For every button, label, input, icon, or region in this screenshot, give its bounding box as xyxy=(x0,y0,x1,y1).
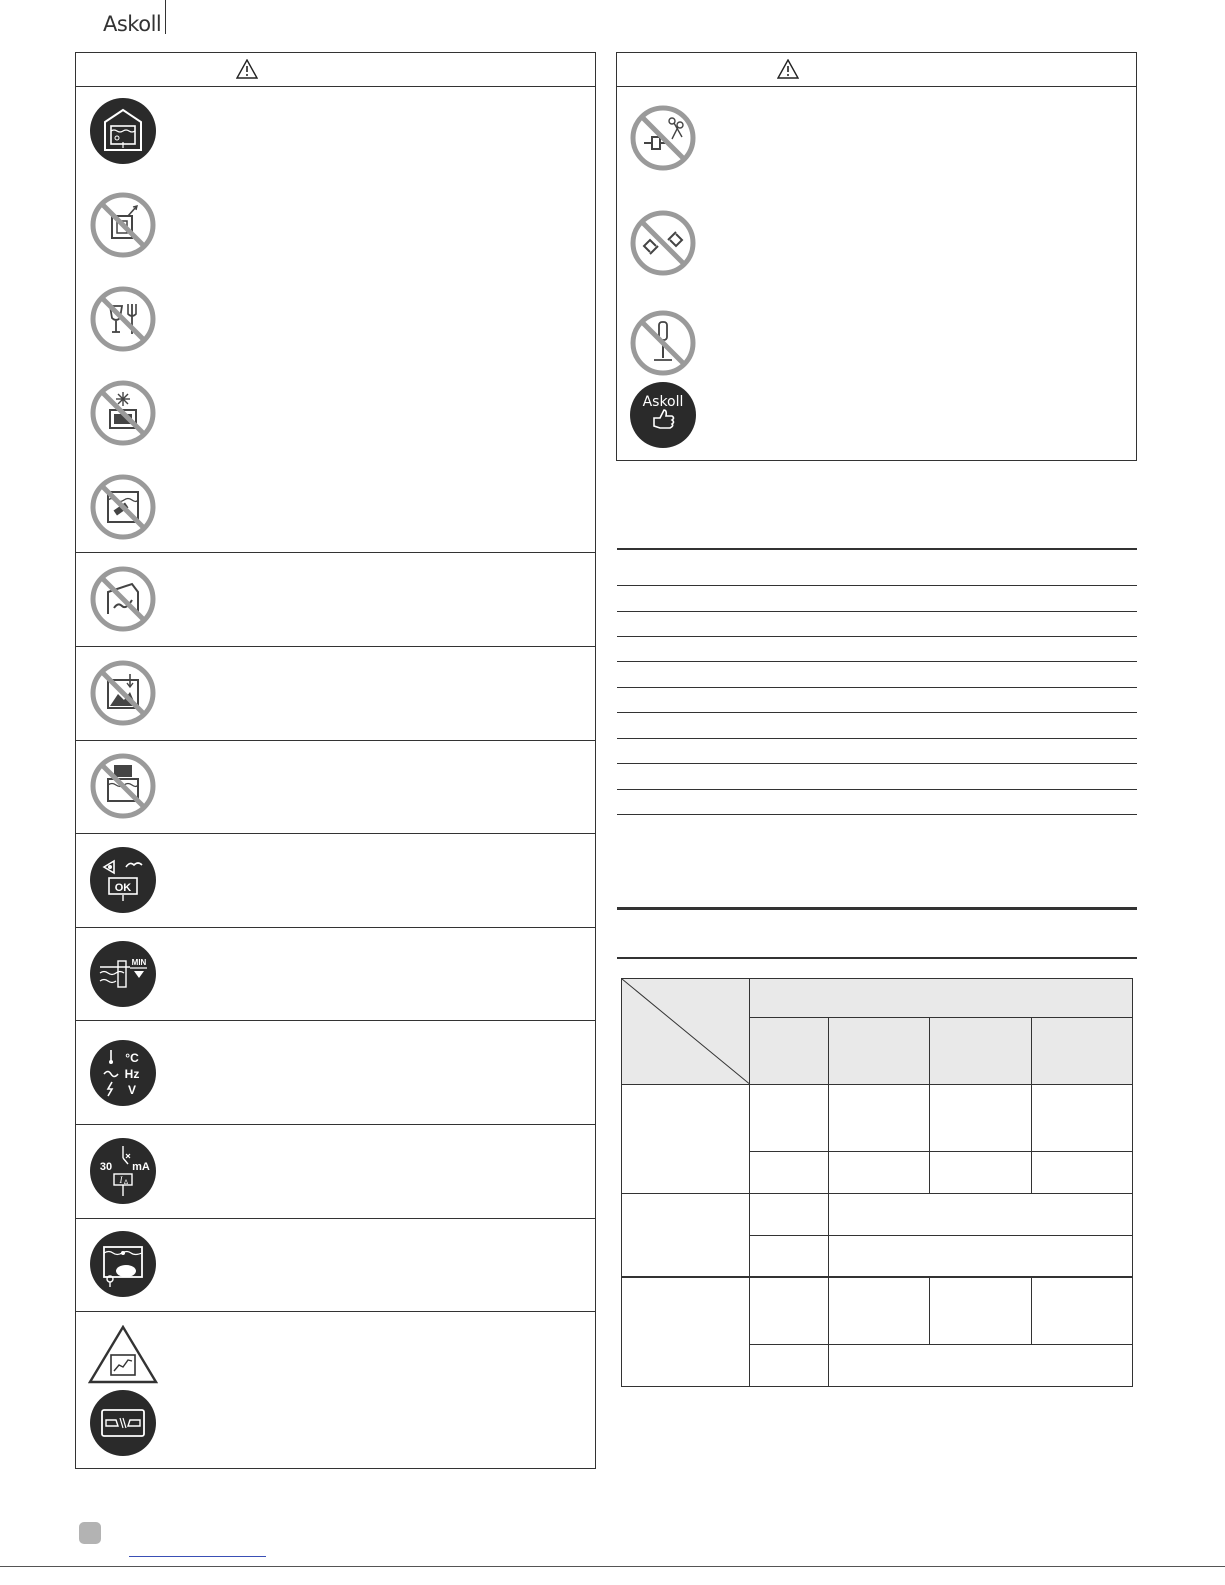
table-cell xyxy=(930,1084,1032,1151)
table-cell xyxy=(1032,1084,1133,1151)
table-cell xyxy=(829,1194,1133,1236)
left-divider xyxy=(76,927,595,928)
list-rule xyxy=(617,611,1137,612)
askoll-approved-icon xyxy=(630,382,696,448)
left-divider xyxy=(76,646,595,647)
table-header-cell xyxy=(750,1018,829,1084)
section-rule xyxy=(617,907,1137,910)
page-number-tab xyxy=(79,1522,101,1544)
list-rule xyxy=(617,763,1137,764)
no-tampering-icon xyxy=(630,310,696,376)
left-divider xyxy=(76,1218,595,1219)
table-cell xyxy=(930,1277,1032,1344)
spec-table xyxy=(621,978,1133,1387)
table-row-label xyxy=(622,1194,750,1277)
warning-triangle-icon xyxy=(236,59,258,79)
list-rule xyxy=(617,661,1137,662)
no-food-use-icon xyxy=(90,286,156,352)
list-rule xyxy=(617,712,1137,713)
no-cut-cable-icon xyxy=(630,105,696,171)
table-cell xyxy=(1032,1277,1133,1344)
table-header-cell xyxy=(829,1018,930,1084)
table-cell xyxy=(750,1277,829,1344)
warning-triangle-icon xyxy=(777,59,799,79)
inspect-before-use-icon xyxy=(90,847,156,913)
table-cell xyxy=(1032,1151,1133,1193)
no-frost-icon xyxy=(90,380,156,446)
no-object-drop-icon xyxy=(90,660,156,726)
brand-logo: Askoll xyxy=(103,12,162,36)
table-cell xyxy=(750,1084,829,1151)
list-rule xyxy=(617,814,1137,815)
left-divider xyxy=(76,833,595,834)
hz-label: Hz xyxy=(124,1067,140,1081)
ma-30-label: 30 xyxy=(99,1161,113,1173)
list-rule xyxy=(617,789,1137,790)
min-water-level-icon xyxy=(90,941,156,1007)
ok-label: OK xyxy=(114,882,132,894)
table-cell xyxy=(829,1084,930,1151)
footer-line xyxy=(0,1566,1225,1567)
right-panel-header xyxy=(617,53,1136,87)
left-divider xyxy=(76,1124,595,1125)
delta-label: I xyxy=(119,1175,123,1185)
list-rule xyxy=(617,636,1137,637)
table-cell xyxy=(930,1151,1032,1193)
table-corner-cell xyxy=(622,979,750,1085)
list-rule xyxy=(617,585,1137,586)
table-cell xyxy=(829,1277,930,1344)
left-divider xyxy=(76,552,595,553)
hot-surface-warning-icon xyxy=(88,1325,158,1385)
table-cell xyxy=(750,1344,829,1386)
left-divider xyxy=(76,1020,595,1021)
table-cell xyxy=(750,1194,829,1236)
no-stacking-icon xyxy=(90,753,156,819)
ma-unit-label: mA xyxy=(132,1161,150,1173)
min-label: MIN xyxy=(131,958,147,967)
no-lid-open-icon xyxy=(90,566,156,632)
table-cell xyxy=(829,1344,1133,1386)
footer-link-underline xyxy=(129,1556,266,1557)
table-cell xyxy=(829,1236,1133,1277)
no-tilting-icon xyxy=(90,192,156,258)
list-rule xyxy=(617,738,1137,739)
table-row-label xyxy=(622,1277,750,1387)
header-divider xyxy=(165,0,166,34)
table-cell xyxy=(750,1236,829,1277)
list-rule xyxy=(617,687,1137,688)
no-cleaning-tools-in-water-icon xyxy=(90,474,156,540)
left-warnings-panel xyxy=(75,52,596,1469)
table-header-cell xyxy=(1032,1018,1133,1084)
delta-sub-label: Δ xyxy=(123,1180,129,1186)
table-cell xyxy=(750,1151,829,1193)
table-cell xyxy=(829,1151,930,1193)
handle-with-care-icon xyxy=(90,1390,156,1456)
no-unplug-wet-icon xyxy=(630,210,696,276)
residual-current-30ma-icon xyxy=(90,1138,156,1204)
askoll-badge-label: Askoll xyxy=(642,394,684,410)
left-divider xyxy=(76,740,595,741)
volt-label: V xyxy=(127,1083,137,1097)
unplug-hands-in-water-icon xyxy=(90,1231,156,1297)
check-temperature-frequency-voltage-icon xyxy=(90,1040,156,1106)
left-divider xyxy=(76,1311,595,1312)
table-header-group xyxy=(750,979,1133,1018)
table-row-label xyxy=(622,1084,750,1194)
right-warnings-panel xyxy=(616,52,1137,461)
celsius-label: °C xyxy=(125,1051,139,1065)
section-rule xyxy=(617,957,1137,959)
indoor-use-icon xyxy=(90,98,156,164)
table-header-cell xyxy=(930,1018,1032,1084)
left-panel-header xyxy=(76,53,595,87)
list-rule xyxy=(617,548,1137,550)
